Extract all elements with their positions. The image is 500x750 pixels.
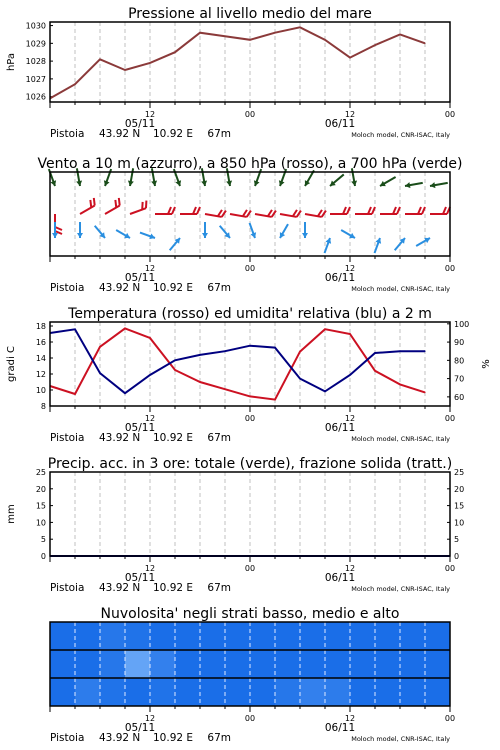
x-tick-label: 00	[244, 714, 256, 723]
wind850-barb	[155, 207, 175, 214]
humidity-point	[274, 347, 275, 348]
date-label: 05/11	[124, 118, 156, 130]
pressure-point	[199, 32, 200, 33]
panel-2	[37, 156, 462, 294]
cloud-cell	[125, 622, 150, 650]
cloud-cell	[200, 622, 225, 650]
humidity-point	[399, 351, 400, 352]
cloud-cell	[100, 650, 125, 678]
location-name: Pistoia	[50, 732, 85, 744]
wind-barb-feather	[368, 207, 371, 214]
cloud-cell	[125, 678, 150, 706]
cloud-cell	[50, 678, 75, 706]
cloud-cell	[200, 678, 225, 706]
cloud-cell	[125, 650, 150, 678]
wind10-barb	[340, 227, 357, 240]
wind-barb-feather	[372, 207, 375, 214]
x-tick-label: 12	[144, 110, 156, 119]
humidity-point	[424, 351, 425, 352]
humidity-point	[374, 352, 375, 353]
panel-title: Temperatura (rosso) ed umidita' relativa (blu) a 2 m	[68, 306, 432, 322]
wind-barb-feather	[172, 207, 175, 214]
cloud-cell	[250, 678, 275, 706]
y-tick-label: 1026	[25, 92, 46, 102]
credit-label: Moloch model, CNR-ISAC, Italy	[351, 435, 450, 443]
humidity-point	[74, 329, 75, 330]
cloud-cell	[75, 678, 100, 706]
wind850-barb	[102, 198, 123, 214]
y-tick-label: 5	[40, 535, 46, 545]
humidity-point	[149, 374, 150, 375]
humidity-point	[324, 391, 325, 392]
y-tick-label: 14	[35, 354, 46, 363]
date-label: 06/11	[324, 572, 356, 584]
date-label: 05/11	[124, 272, 156, 284]
x-tick-label: 12	[344, 564, 356, 573]
cloud-cell	[275, 678, 300, 706]
y-tick-label: 15	[35, 501, 46, 511]
credit-label: Moloch model, CNR-ISAC, Italy	[351, 585, 450, 593]
x-tick-label: 12	[344, 110, 356, 119]
wind700-barb	[404, 180, 423, 189]
pressure-point	[249, 39, 250, 40]
wind-shaft	[130, 208, 146, 214]
cloud-cell	[175, 622, 200, 650]
wind-barb-feather	[55, 227, 62, 230]
temperature-point	[199, 381, 200, 382]
panel-5	[50, 606, 455, 744]
location-lat: 43.92 N	[99, 128, 141, 140]
wind10-barb	[302, 222, 308, 238]
wind-shaft	[80, 206, 95, 215]
wind-arrowhead	[379, 181, 386, 189]
wind10-barb	[322, 237, 333, 254]
pressure-point	[299, 27, 300, 28]
y-tick-label-right: 80	[454, 356, 465, 366]
wind700-barb	[328, 172, 346, 188]
y-tick-label-right: 70	[454, 374, 465, 384]
y-axis-label: hPa	[6, 52, 17, 72]
location-lat: 43.92 N	[99, 732, 141, 744]
y-axis-label-right: %	[481, 359, 492, 369]
temperature-point	[174, 369, 175, 370]
temperature-point	[399, 384, 400, 385]
location-lat: 43.92 N	[99, 432, 141, 444]
credit-label: Moloch model, CNR-ISAC, Italy	[351, 285, 450, 293]
cloud-cell	[425, 650, 450, 678]
wind10-barb	[77, 222, 83, 238]
x-tick-label: 00	[244, 414, 256, 423]
wind-barb-feather	[144, 201, 149, 209]
wind-barb-feather	[418, 207, 421, 214]
pressure-point	[224, 36, 225, 37]
y-tick-label: 0	[40, 552, 46, 561]
location-elev: 67m	[207, 582, 231, 594]
date-label: 06/11	[324, 118, 356, 130]
cloud-cell	[400, 650, 425, 678]
wind10-barb	[247, 222, 258, 239]
location-name: Pistoia	[50, 282, 85, 294]
x-tick-label: 12	[344, 264, 356, 273]
cloud-cell	[225, 622, 250, 650]
wind-arrowhead	[124, 233, 131, 241]
cloud-cell	[250, 622, 275, 650]
cloud-cell	[75, 650, 100, 678]
cloud-cell	[100, 622, 125, 650]
location-lon: 10.92 E	[153, 128, 194, 140]
y-tick-label-right: 90	[454, 338, 465, 348]
temperature-point	[374, 370, 375, 371]
cloud-cell	[375, 650, 400, 678]
wind850-barb	[55, 214, 62, 234]
location-lon: 10.92 E	[153, 732, 194, 744]
pressure-point	[424, 43, 425, 44]
y-tick-label: 16	[35, 338, 46, 347]
cloud-cell	[300, 622, 325, 650]
y-tick-label-right: 10	[454, 518, 465, 528]
cloud-cell	[350, 650, 375, 678]
x-tick-label: 12	[344, 414, 356, 423]
cloud-cell	[350, 678, 375, 706]
wind850-barb	[255, 207, 276, 217]
wind-arrowhead	[349, 233, 356, 241]
wind-barb-feather	[197, 207, 200, 214]
cloud-cell	[175, 650, 200, 678]
y-tick-label-right: 0	[454, 552, 460, 561]
wind850-barb	[205, 207, 226, 217]
pressure-point	[324, 39, 325, 40]
y-tick-label-right: 60	[454, 392, 465, 402]
temperature-point	[124, 328, 125, 329]
wind-arrowhead	[77, 233, 83, 238]
y-tick-label: 20	[35, 484, 46, 494]
location-lon: 10.92 E	[153, 582, 194, 594]
y-tick-label: 1028	[25, 57, 46, 67]
pressure-point	[99, 59, 100, 60]
cloud-cell	[150, 678, 175, 706]
wind-barb-feather	[343, 207, 346, 214]
date-label: 06/11	[324, 722, 356, 734]
wind850-barb	[430, 207, 450, 214]
x-tick-label: 12	[144, 714, 156, 723]
temperature-point	[274, 399, 275, 400]
y-tick-label-right: 20	[454, 484, 465, 494]
wind700-barb	[429, 180, 448, 189]
y-tick-label: 10	[35, 386, 46, 395]
pressure-point	[374, 45, 375, 46]
wind-arrowhead	[302, 180, 310, 187]
wind10-barb	[115, 227, 132, 240]
wind10-barb	[139, 230, 156, 241]
location-lon: 10.92 E	[153, 432, 194, 444]
x-tick-label: 00	[244, 110, 256, 119]
temperature-point	[74, 393, 75, 394]
wind850-barb	[77, 198, 98, 214]
cloud-cell	[275, 650, 300, 678]
x-tick-label: 00	[444, 564, 456, 573]
panel-3	[6, 306, 492, 444]
pressure-point	[349, 57, 350, 58]
temperature-line	[50, 328, 425, 399]
panel-title: Nuvolosita' negli strati basso, medio e alto	[100, 606, 400, 622]
location-elev: 67m	[207, 732, 231, 744]
cloud-cell	[375, 678, 400, 706]
wind-arrowhead	[302, 233, 308, 238]
cloud-cell	[250, 650, 275, 678]
cloud-cell	[300, 678, 325, 706]
y-axis-label: gradi C	[6, 346, 17, 382]
panel-title: Vento a 10 m (azzurro), a 850 hPa (rosso), a 700 hPa (verde)	[37, 156, 463, 172]
pressure-point	[74, 84, 75, 85]
wind10-barb	[415, 235, 432, 248]
temperature-point	[224, 389, 225, 390]
cloud-cell	[400, 678, 425, 706]
y-tick-label-right: 5	[454, 535, 460, 545]
x-tick-label: 12	[344, 714, 356, 723]
wind850-barb	[180, 207, 200, 214]
cloud-cell	[225, 650, 250, 678]
temperature-point	[324, 329, 325, 330]
panel-1	[6, 6, 455, 140]
temperature-point	[249, 396, 250, 397]
date-label: 06/11	[324, 422, 356, 434]
humidity-point	[124, 393, 125, 394]
humidity-point	[349, 374, 350, 375]
temperature-point	[299, 351, 300, 352]
date-label: 05/11	[124, 572, 156, 584]
location-name: Pistoia	[50, 582, 85, 594]
cloud-cell	[50, 650, 75, 678]
humidity-point	[299, 378, 300, 379]
cloud-cell	[375, 622, 400, 650]
cloud-cell	[225, 678, 250, 706]
humidity-point	[99, 373, 100, 374]
cloud-cell	[175, 678, 200, 706]
cloud-cell	[50, 622, 75, 650]
y-tick-label: 1027	[25, 74, 46, 84]
y-tick-label: 10	[35, 518, 46, 528]
x-tick-label: 12	[144, 264, 156, 273]
cloud-cell	[350, 622, 375, 650]
cloud-cell	[425, 678, 450, 706]
wind-barb-feather	[116, 198, 122, 206]
wind10-barb	[202, 222, 208, 238]
wind850-barb	[380, 207, 400, 214]
wind-barb-feather	[91, 198, 97, 206]
humidity-point	[174, 360, 175, 361]
wind-barb-feather	[397, 207, 400, 214]
pressure-point	[124, 69, 125, 70]
location-elev: 67m	[207, 432, 231, 444]
wind10-barb	[277, 223, 290, 240]
location-lat: 43.92 N	[99, 282, 141, 294]
date-label: 05/11	[124, 422, 156, 434]
x-tick-label: 00	[244, 264, 256, 273]
humidity-point	[249, 345, 250, 346]
cloud-cell	[75, 622, 100, 650]
wind10-barb	[52, 222, 58, 238]
location-lon: 10.92 E	[153, 282, 194, 294]
wind-barb-feather	[422, 207, 425, 214]
wind850-barb	[330, 207, 350, 214]
x-tick-label: 12	[144, 564, 156, 573]
wind-arrowhead	[202, 233, 208, 238]
pressure-line	[50, 27, 425, 98]
date-label: 05/11	[124, 722, 156, 734]
temperature-point	[424, 392, 425, 393]
wind-barb-feather	[443, 207, 446, 214]
wind-barb-feather	[193, 207, 196, 214]
y-tick-label: 8	[40, 402, 46, 411]
location-lat: 43.92 N	[99, 582, 141, 594]
temperature-point	[349, 333, 350, 334]
cloud-cell	[325, 622, 350, 650]
cloud-cell	[100, 678, 125, 706]
wind-barb-feather	[347, 207, 350, 214]
x-tick-label: 00	[444, 414, 456, 423]
x-tick-label: 00	[244, 564, 256, 573]
wind-shaft	[105, 206, 120, 215]
panel-title: Pressione al livello medio del mare	[128, 6, 372, 22]
y-tick-label: 18	[35, 322, 46, 331]
y-axis-label: mm	[6, 504, 17, 524]
location-elev: 67m	[207, 282, 231, 294]
y-tick-label: 25	[35, 468, 46, 477]
wind850-barb	[128, 201, 149, 214]
cloud-cell	[325, 650, 350, 678]
cloud-cell	[150, 622, 175, 650]
cloud-cell	[150, 650, 175, 678]
credit-label: Moloch model, CNR-ISAC, Italy	[351, 131, 450, 139]
cloud-cell	[275, 622, 300, 650]
x-tick-label: 00	[444, 714, 456, 723]
wind850-barb	[280, 207, 301, 217]
cloud-cell	[425, 622, 450, 650]
plot-frame	[50, 22, 450, 102]
y-tick-label-right: 100	[454, 319, 470, 329]
x-tick-label: 00	[444, 110, 456, 119]
wind850-barb	[305, 207, 326, 217]
pressure-point	[149, 62, 150, 63]
cloud-cell	[200, 650, 225, 678]
temperature-point	[99, 346, 100, 347]
wind850-barb	[230, 207, 251, 217]
temperature-point	[149, 337, 150, 338]
wind-arrowhead	[277, 232, 285, 239]
humidity-point	[224, 351, 225, 352]
cloud-cell	[325, 678, 350, 706]
wind-arrowhead	[52, 233, 58, 238]
pressure-point	[399, 34, 400, 35]
y-tick-label: 1030	[25, 21, 46, 31]
y-tick-label: 1029	[25, 39, 46, 49]
panel-title: Precip. acc. in 3 ore: totale (verde), frazione solida (tratt.)	[47, 456, 453, 472]
panel-4	[6, 456, 464, 594]
cloud-cell	[300, 650, 325, 678]
x-tick-label: 00	[444, 264, 456, 273]
wind700-barb	[379, 174, 398, 188]
pressure-point	[274, 32, 275, 33]
cloud-cell	[400, 622, 425, 650]
date-label: 06/11	[324, 272, 356, 284]
wind-barb-feather	[393, 207, 396, 214]
humidity-point	[199, 354, 200, 355]
wind850-barb	[355, 207, 375, 214]
y-tick-label-right: 25	[454, 468, 465, 477]
location-elev: 67m	[207, 128, 231, 140]
y-tick-label-right: 15	[454, 501, 465, 511]
wind850-barb	[405, 207, 425, 214]
pressure-point	[174, 52, 175, 53]
wind-barb-feather	[168, 207, 171, 214]
credit-label: Moloch model, CNR-ISAC, Italy	[351, 735, 450, 743]
wind10-barb	[372, 237, 383, 254]
x-tick-label: 12	[144, 414, 156, 423]
y-tick-label: 12	[35, 370, 46, 379]
location-name: Pistoia	[50, 128, 85, 140]
location-name: Pistoia	[50, 432, 85, 444]
